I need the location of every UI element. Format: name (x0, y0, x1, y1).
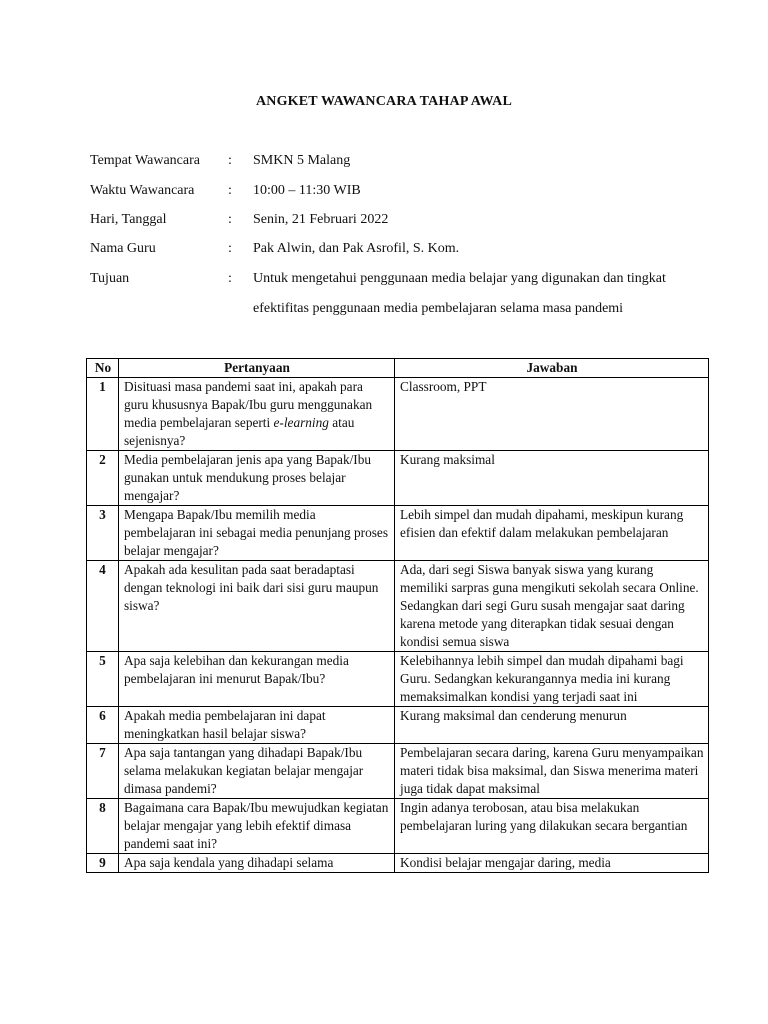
header-question: Pertanyaan (119, 359, 395, 378)
row-number: 2 (87, 451, 119, 506)
answer-cell: Lebih simpel dan mudah dipahami, meskipun kurang efisien dan efektif dalam melakukan pembelajaran (395, 506, 709, 561)
question-cell: Mengapa Bapak/Ibu memilih media pembelajaran ini sebagai media penunjang proses belajar mengajar? (119, 506, 395, 561)
table-row (87, 799, 709, 854)
row-number: 4 (87, 561, 119, 652)
answer-cell: Classroom, PPT (395, 378, 709, 451)
table-row (87, 378, 709, 451)
answer-cell: Kondisi belajar mengajar daring, media (395, 854, 709, 873)
question-cell (119, 378, 395, 451)
answer-cell: Ada, dari segi Siswa banyak siswa yang kurang memiliki sarpras guna mengikuti sekolah secara Online. Sedangkan dari segi Guru susah mengajar saat daring karena metode yang diterapkan tidak sesuai dengan kondisi semua siswa (395, 561, 709, 652)
table-row (87, 707, 709, 744)
question-text-tail: atau sejenisnya? (124, 415, 355, 448)
row-number: 8 (87, 799, 119, 854)
info-colon: : (228, 183, 232, 198)
info-label: Nama Guru (90, 241, 156, 256)
row-number: 5 (87, 652, 119, 707)
question-cell: Apa saja kendala yang dihadapi selama (119, 854, 395, 873)
question-cell: Apakah ada kesulitan pada saat beradaptasi dengan teknologi ini baik dari sisi guru maupun siswa? (119, 561, 395, 652)
info-label: Waktu Wawancara (90, 183, 195, 198)
answer-cell: Kurang maksimal (395, 451, 709, 506)
info-value: Senin, 21 Februari 2022 (253, 212, 389, 227)
answer-cell: Kurang maksimal dan cenderung menurun (395, 707, 709, 744)
header-answer: Jawaban (395, 359, 709, 378)
question-cell: Apa saja kelebihan dan kekurangan media pembelajaran ini menurut Bapak/Ibu? (119, 652, 395, 707)
info-colon: : (228, 241, 232, 256)
info-colon: : (228, 153, 232, 168)
row-number: 9 (87, 854, 119, 873)
table-row (87, 854, 709, 873)
answer-cell: Kelebihannya lebih simpel dan mudah dipahami bagi Guru. Sedangkan kekurangannya media ini kurang memaksimalkan kondisi yang terjadi saat ini (395, 652, 709, 707)
interview-table (86, 358, 709, 873)
row-number: 6 (87, 707, 119, 744)
info-label: Hari, Tanggal (90, 212, 167, 227)
info-value: Untuk mengetahui penggunaan media belajar yang digunakan dan tingkat efektifitas penggunaan media pembelajaran selama masa pandemi (253, 271, 666, 316)
table-row (87, 744, 709, 799)
row-number: 7 (87, 744, 119, 799)
question-cell: Apakah media pembelajaran ini dapat meningkatkan hasil belajar siswa? (119, 707, 395, 744)
answer-cell: Pembelajaran secara daring, karena Guru menyampaikan materi tidak bisa maksimal, dan Siswa menerima materi juga tidak dapat maksimal (395, 744, 709, 799)
question-cell: Media pembelajaran jenis apa yang Bapak/Ibu gunakan untuk mendukung proses belajar mengajar? (119, 451, 395, 506)
table-row (87, 561, 709, 652)
question-cell: Apa saja tantangan yang dihadapi Bapak/Ibu selama melakukan kegiatan belajar mengajar dimasa pandemi? (119, 744, 395, 799)
info-colon: : (228, 271, 232, 286)
question-emphasis: e-learning (273, 415, 329, 430)
table-header-row (87, 359, 709, 378)
question-cell: Bagaimana cara Bapak/Ibu mewujudkan kegiatan belajar mengajar yang lebih efektif dimasa pandemi saat ini? (119, 799, 395, 854)
document-title: ANGKET WAWANCARA TAHAP AWAL (255, 94, 513, 109)
info-value: SMKN 5 Malang (253, 153, 351, 168)
row-number: 1 (87, 378, 119, 451)
header-no: No (87, 359, 119, 378)
answer-cell: Ingin adanya terobosan, atau bisa melakukan pembelajaran luring yang dilakukan secara bergantian (395, 799, 709, 854)
info-colon: : (228, 212, 232, 227)
info-label: Tujuan (90, 271, 130, 286)
table-row (87, 451, 709, 506)
info-label: Tempat Wawancara (90, 153, 200, 168)
table-row (87, 506, 709, 561)
info-value: 10:00 – 11:30 WIB (253, 183, 361, 198)
row-number: 3 (87, 506, 119, 561)
table-row (87, 652, 709, 707)
question-text: Disituasi masa pandemi saat ini, apakah para guru khususnya Bapak/Ibu guru menggunakan media pembelajaran seperti (124, 379, 373, 430)
info-value: Pak Alwin, dan Pak Asrofil, S. Kom. (253, 241, 460, 256)
